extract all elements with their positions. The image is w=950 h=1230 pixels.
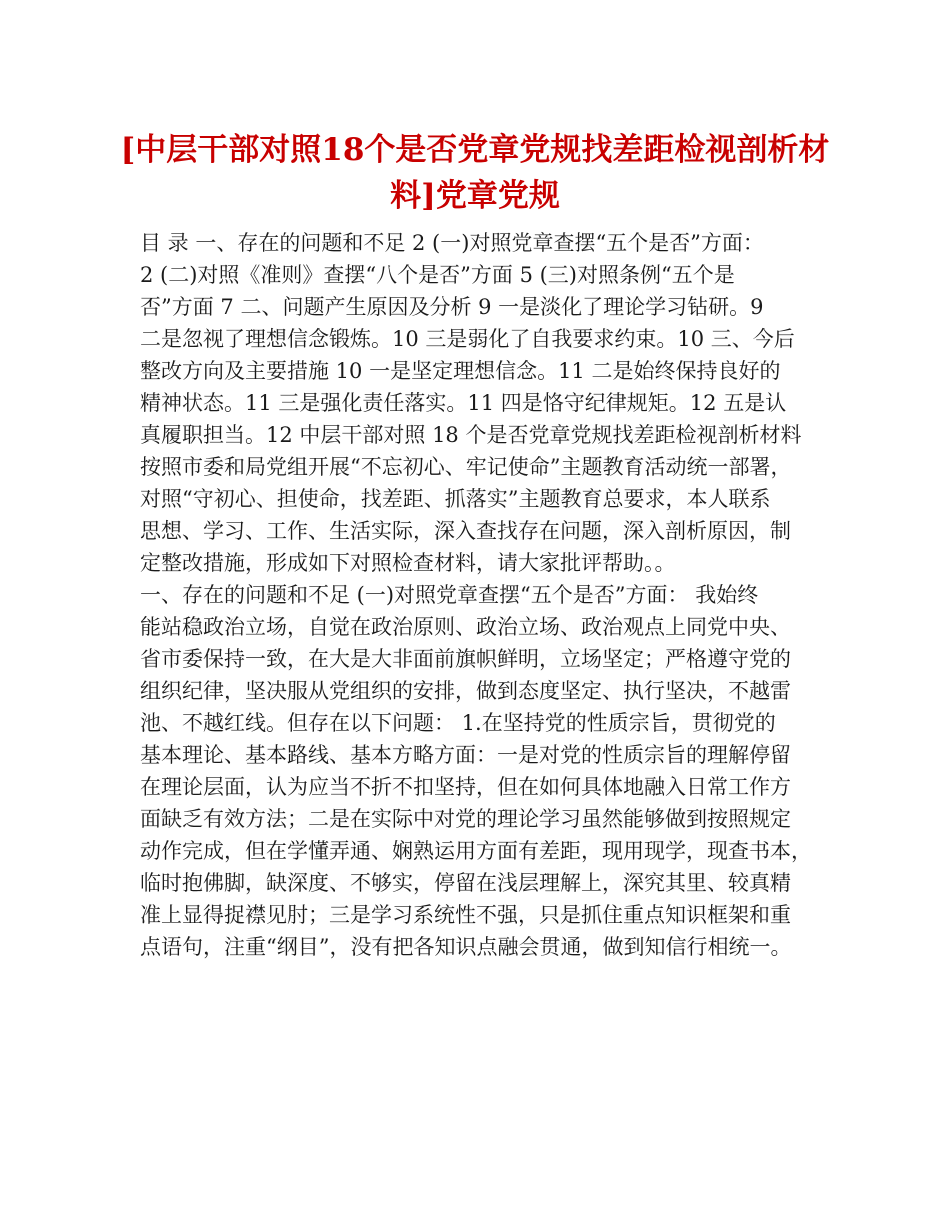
body-line: 真履职担当。12 中层干部对照 18 个是否党章党规找差距检视剖析材料 bbox=[140, 423, 802, 447]
body-line: 省市委保持一致，在大是大非面前旗帜鲜明，立场坚定；严格遵守党的 bbox=[140, 647, 791, 671]
body-line: 能站稳政治立场，自觉在政治原则、政治立场、政治观点上同党中央、 bbox=[140, 615, 791, 639]
body-line: 整改方向及主要措施 10 一是坚定理想信念。11 二是始终保持良好的 bbox=[140, 359, 781, 383]
body-line: 精神状态。11 三是强化责任落实。11 四是恪守纪律规矩。12 五是认 bbox=[140, 391, 787, 415]
body-line: 否”方面 7 二、问题产生原因及分析 9 一是淡化了理论学习钻研。9 bbox=[140, 295, 764, 319]
body-line: 思想、学习、工作、生活实际，深入查找存在问题，深入剖析原因，制 bbox=[140, 519, 791, 543]
document-title-line-1: [中层干部对照18个是否党章党规找差距检视剖析材 bbox=[120, 132, 830, 168]
body-line: 准上显得捉襟见肘；三是学习系统性不强，只是抓住重点知识框架和重 bbox=[140, 903, 791, 927]
body-line: 对照“守初心、担使命，找差距、抓落实”主题教育总要求，本人联系 bbox=[140, 487, 771, 511]
body-line: 二是忽视了理想信念锻炼。10 三是弱化了自我要求约束。10 三、今后 bbox=[140, 327, 795, 351]
document-title-line-2: 料]党章党规 bbox=[390, 178, 560, 214]
body-line: 临时抱佛脚，缺深度、不够实，停留在浅层理解上，深究其里、较真精 bbox=[140, 871, 791, 895]
body-line: 动作完成，但在学懂弄通、娴熟运用方面有差距，现用现学，现查书本， bbox=[140, 839, 812, 863]
body-line: 基本理论、基本路线、基本方略方面：一是对党的性质宗旨的理解停留 bbox=[140, 743, 791, 767]
body-line: 2 (二)对照《准则》查摆“八个是否”方面 5 (三)对照条例“五个是 bbox=[140, 263, 735, 287]
body-line: 池、不越红线。但存在以下问题： 1.在坚持党的性质宗旨，贯彻党的 bbox=[140, 711, 776, 735]
body-line: 面缺乏有效方法；二是在实际中对党的理论学习虽然能够做到按照规定 bbox=[140, 807, 791, 831]
body-line: 组织纪律，坚决服从党组织的安排，做到态度坚定、执行坚决，不越雷 bbox=[140, 679, 791, 703]
body-line: 按照市委和局党组开展“不忘初心、牢记使命”主题教育活动统一部署， bbox=[140, 455, 792, 479]
body-line: 一、存在的问题和不足 (一)对照党章查摆“五个是否”方面： 我始终 bbox=[140, 583, 759, 607]
body-line: 目 录 一、存在的问题和不足 2 (一)对照党章查摆“五个是否”方面： bbox=[140, 231, 764, 255]
body-line: 在理论层面，认为应当不折不扣坚持，但在如何具体地融入日常工作方 bbox=[140, 775, 791, 799]
body-line: 定整改措施，形成如下对照检查材料，请大家批评帮助。。 bbox=[140, 551, 676, 575]
body-line: 点语句，注重“纲目”，没有把各知识点融会贯通，做到知信行相统一。 bbox=[140, 935, 792, 959]
